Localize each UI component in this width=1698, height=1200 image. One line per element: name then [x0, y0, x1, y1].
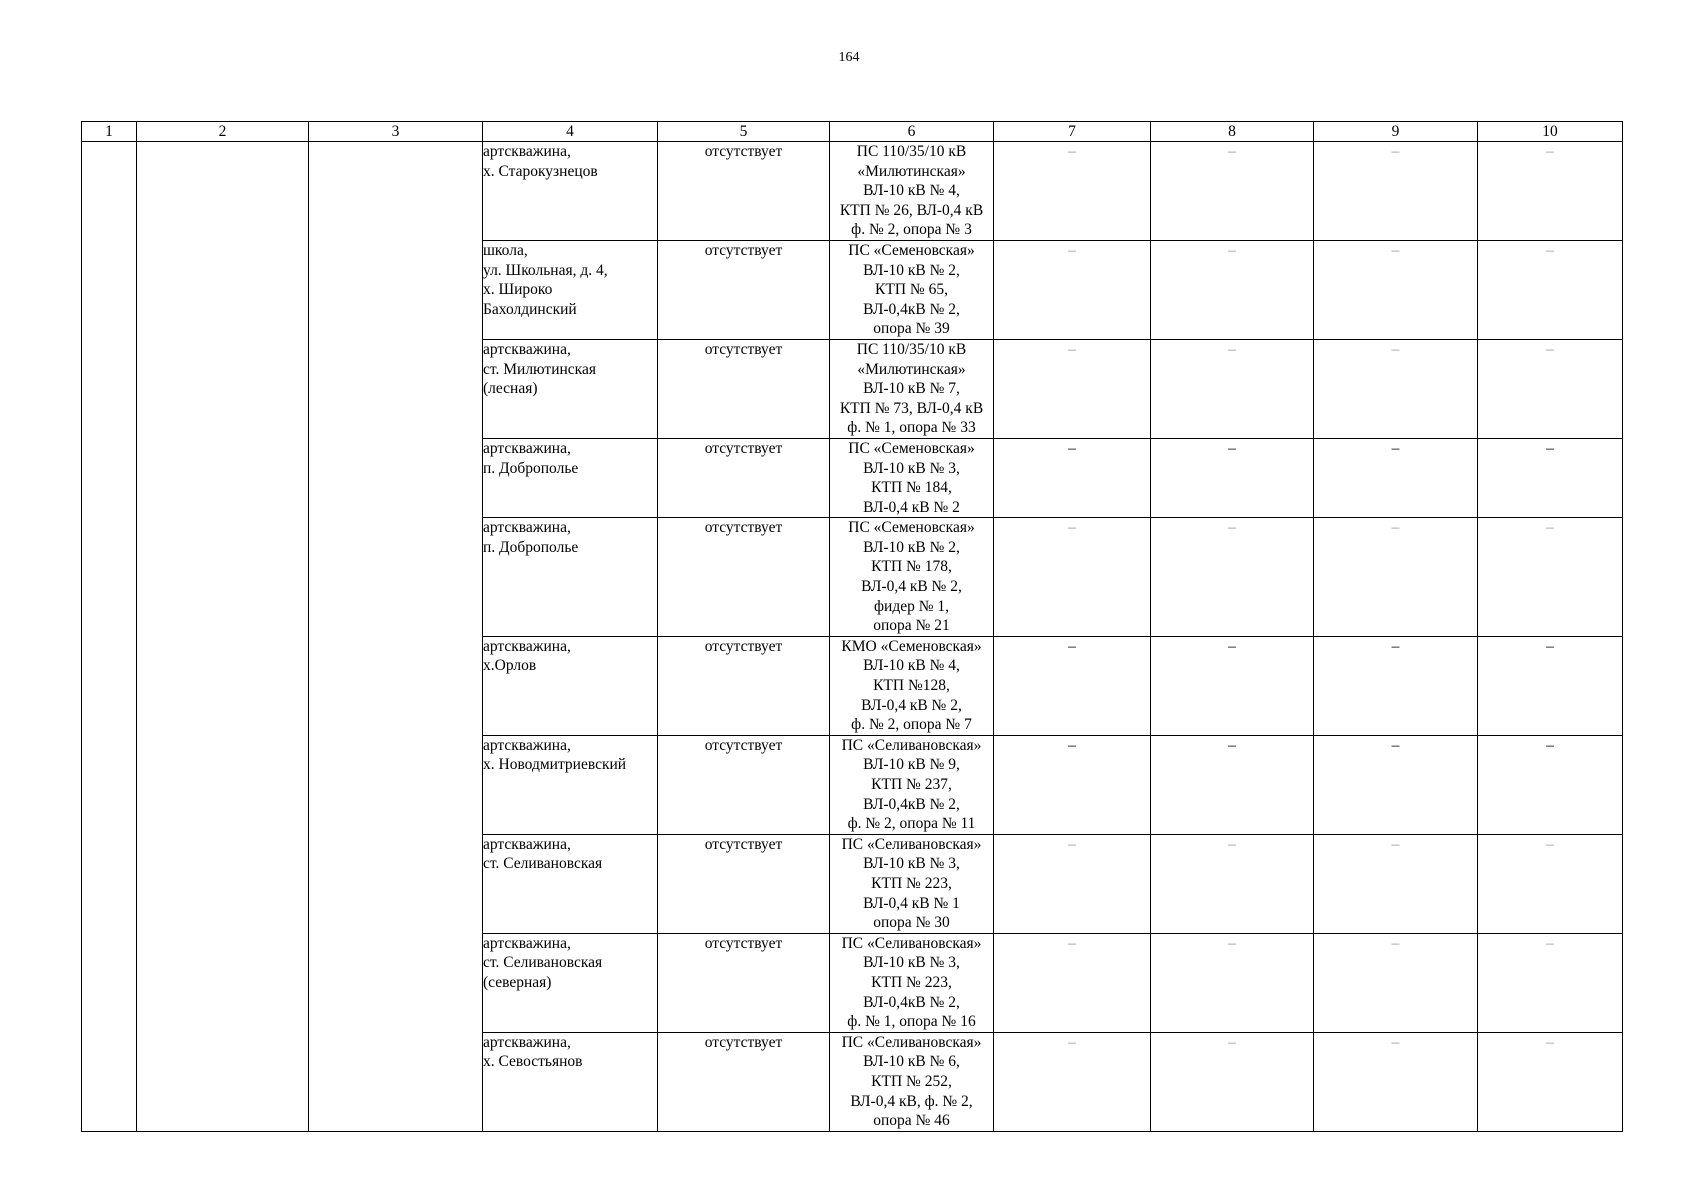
- value-cell-col-7: –: [994, 834, 1151, 933]
- power-supply-line: ВЛ-10 кВ № 9,: [863, 756, 960, 774]
- object-line: артскважина,: [483, 1033, 571, 1051]
- power-supply-line: ВЛ-0,4 кВ № 2,: [861, 578, 962, 596]
- column-header: 7: [994, 122, 1151, 142]
- power-supply-line: КТП №128,: [873, 677, 950, 695]
- status-cell: отсутствует: [658, 636, 830, 735]
- object-line: х. Новодмитриевский: [483, 756, 627, 774]
- header-row: [82, 122, 1623, 142]
- power-supply-line: КТП № 65,: [875, 281, 948, 299]
- object-line: (лесная): [483, 380, 538, 398]
- column-header: 5: [658, 122, 830, 142]
- object-line: артскважина,: [483, 519, 571, 537]
- value-cell-col-9: –: [1314, 142, 1478, 241]
- power-supply-line: ПС 110/35/10 кВ: [856, 340, 967, 358]
- value-cell-col-10: –: [1478, 834, 1623, 933]
- power-supply-line: ВЛ-0,4 кВ № 1: [863, 894, 960, 912]
- value-cell-col-9: –: [1314, 339, 1478, 438]
- object-line: х. Широко: [483, 281, 553, 299]
- value-cell-col-8: –: [1151, 735, 1314, 834]
- power-supply-line: ВЛ-10 кВ № 3,: [863, 855, 960, 873]
- power-supply-line: ф. № 1, опора № 33: [847, 419, 976, 437]
- value-cell-col-9: –: [1314, 240, 1478, 339]
- power-supply-line: КТП № 223,: [871, 973, 952, 991]
- power-supply-line: опора № 30: [873, 914, 950, 932]
- power-supply-cell: [830, 933, 994, 1032]
- object-line: п. Доброполье: [483, 459, 579, 477]
- power-supply-line: опора № 21: [873, 617, 950, 635]
- page-number: 164: [838, 50, 860, 65]
- object-line: артскважина,: [483, 439, 571, 457]
- power-supply-cell: [830, 518, 994, 637]
- value-cell-col-10: –: [1478, 240, 1623, 339]
- power-supply-line: ПС «Семеновская»: [848, 439, 975, 457]
- table-body: [82, 142, 1623, 1132]
- object-cell: [483, 142, 658, 241]
- value-cell-col-7: –: [994, 240, 1151, 339]
- power-supply-line: КТП № 223,: [871, 874, 952, 892]
- object-cell: [483, 438, 658, 517]
- table-row: [82, 142, 1623, 241]
- object-cell: [483, 518, 658, 637]
- power-supply-line: ВЛ-10 кВ № 3,: [863, 459, 960, 477]
- power-supply-line: КТП № 73, ВЛ-0,4 кВ: [839, 399, 984, 417]
- value-cell-col-10: –: [1478, 438, 1623, 517]
- value-cell-col-8: –: [1151, 142, 1314, 241]
- power-supply-line: ВЛ-10 кВ № 2,: [863, 261, 960, 279]
- value-cell-col-8: –: [1151, 1032, 1314, 1131]
- power-supply-line: ВЛ-10 кВ № 7,: [863, 380, 960, 398]
- value-cell-col-7: –: [994, 518, 1151, 637]
- power-supply-line: КТП № 178,: [871, 558, 952, 576]
- status-cell: отсутствует: [658, 933, 830, 1032]
- object-cell: [483, 1032, 658, 1131]
- column-header: 10: [1478, 122, 1623, 142]
- value-cell-col-8: –: [1151, 240, 1314, 339]
- value-cell-col-7: –: [994, 438, 1151, 517]
- power-supply-cell: [830, 735, 994, 834]
- power-supply-line: ВЛ-0,4кВ № 2,: [863, 300, 960, 318]
- value-cell-col-9: –: [1314, 1032, 1478, 1131]
- object-cell: [483, 735, 658, 834]
- value-cell-col-7: –: [994, 735, 1151, 834]
- power-supply-cell: [830, 240, 994, 339]
- merged-empty-cell-col-2: [137, 142, 309, 1132]
- status-cell: отсутствует: [658, 339, 830, 438]
- value-cell-col-10: –: [1478, 518, 1623, 637]
- power-supply-line: ПС «Семеновская»: [848, 519, 975, 537]
- object-line: школа,: [483, 241, 528, 259]
- power-supply-line: ВЛ-0,4 кВ, ф. № 2,: [850, 1092, 973, 1110]
- power-supply-line: ВЛ-0,4 кВ № 2,: [861, 696, 962, 714]
- power-supply-line: ПС «Селивановская»: [841, 1033, 982, 1051]
- value-cell-col-9: –: [1314, 735, 1478, 834]
- column-header: 1: [82, 122, 137, 142]
- power-supply-line: КТП № 237,: [871, 776, 952, 793]
- status-cell: отсутствует: [658, 518, 830, 637]
- power-supply-cell: [830, 1032, 994, 1131]
- column-header: 3: [309, 122, 483, 142]
- power-supply-line: ПС 110/35/10 кВ: [856, 143, 967, 160]
- object-cell: [483, 339, 658, 438]
- column-header: 9: [1314, 122, 1478, 142]
- object-line: артскважина,: [483, 934, 571, 952]
- object-line: п. Доброполье: [483, 538, 579, 556]
- value-cell-col-10: –: [1478, 339, 1623, 438]
- power-supply-cell: [830, 438, 994, 517]
- value-cell-col-7: –: [994, 339, 1151, 438]
- value-cell-col-9: –: [1314, 438, 1478, 517]
- power-supply-cell: [830, 834, 994, 933]
- object-cell: [483, 636, 658, 735]
- object-line: Бахолдинский: [483, 300, 577, 318]
- object-line: ул. Школьная, д. 4,: [483, 261, 608, 279]
- merged-empty-cell-col-1: [82, 142, 137, 1132]
- value-cell-col-9: –: [1314, 933, 1478, 1032]
- object-cell: [483, 834, 658, 933]
- value-cell-col-8: –: [1151, 933, 1314, 1032]
- status-cell: отсутствует: [658, 735, 830, 834]
- power-supply-line: ф. № 2, опора № 7: [851, 716, 972, 734]
- infrastructure-table: [81, 121, 1623, 1132]
- power-supply-cell: [830, 636, 994, 735]
- object-line: ст. Селивановская: [483, 954, 603, 972]
- merged-empty-cell-col-3: [309, 142, 483, 1132]
- column-header: 4: [483, 122, 658, 142]
- column-header: 8: [1151, 122, 1314, 142]
- column-header: 2: [137, 122, 309, 142]
- status-cell: отсутствует: [658, 1032, 830, 1131]
- power-supply-line: ПС «Селивановская»: [841, 934, 982, 952]
- value-cell-col-9: –: [1314, 518, 1478, 637]
- object-line: ст. Селивановская: [483, 855, 603, 873]
- power-supply-line: ВЛ-10 кВ № 4,: [863, 182, 960, 200]
- power-supply-cell: [830, 142, 994, 241]
- value-cell-col-10: –: [1478, 735, 1623, 834]
- value-cell-col-8: –: [1151, 438, 1314, 517]
- object-line: х. Севостьянов: [483, 1053, 583, 1071]
- value-cell-col-10: –: [1478, 1032, 1623, 1131]
- power-supply-line: ВЛ-0,4кВ № 2,: [863, 993, 960, 1011]
- power-supply-line: КТП № 26, ВЛ-0,4 кВ: [839, 201, 984, 219]
- object-cell: [483, 240, 658, 339]
- power-supply-cell: [830, 339, 994, 438]
- power-supply-line: «Милютинская»: [857, 360, 966, 378]
- value-cell-col-10: –: [1478, 636, 1623, 735]
- status-cell: отсутствует: [658, 438, 830, 517]
- power-supply-line: ВЛ-10 кВ № 3,: [863, 954, 960, 972]
- power-supply-line: ВЛ-0,4 кВ № 2: [863, 498, 960, 516]
- object-line: артскважина,: [483, 835, 571, 853]
- power-supply-line: опора № 46: [873, 1112, 950, 1130]
- object-line: артскважина,: [483, 736, 571, 754]
- value-cell-col-8: –: [1151, 834, 1314, 933]
- value-cell-col-7: –: [994, 636, 1151, 735]
- power-supply-line: КМО «Семеновская»: [841, 637, 982, 655]
- power-supply-line: опора № 39: [873, 320, 950, 338]
- column-header: 6: [830, 122, 994, 142]
- power-supply-line: ВЛ-10 кВ № 4,: [863, 657, 960, 675]
- value-cell-col-8: –: [1151, 518, 1314, 637]
- status-cell: отсутствует: [658, 240, 830, 339]
- object-line: артскважина,: [483, 637, 571, 655]
- status-cell: отсутствует: [658, 142, 830, 241]
- power-supply-line: ПС «Селивановская»: [841, 736, 982, 754]
- value-cell-col-8: –: [1151, 636, 1314, 735]
- power-supply-line: ф. № 1, опора № 16: [847, 1013, 976, 1031]
- value-cell-col-7: –: [994, 142, 1151, 241]
- status-cell: отсутствует: [658, 834, 830, 933]
- value-cell-col-8: –: [1151, 339, 1314, 438]
- power-supply-line: КТП № 252,: [871, 1072, 952, 1090]
- power-supply-line: ПС «Семеновская»: [848, 241, 975, 259]
- power-supply-line: ВЛ-0,4кВ № 2,: [863, 795, 960, 813]
- power-supply-line: «Милютинская»: [857, 162, 966, 180]
- object-line: артскважина,: [483, 143, 571, 160]
- value-cell-col-9: –: [1314, 834, 1478, 933]
- power-supply-line: ВЛ-10 кВ № 6,: [863, 1053, 960, 1071]
- value-cell-col-10: –: [1478, 142, 1623, 241]
- power-supply-line: ВЛ-10 кВ № 2,: [863, 538, 960, 556]
- object-line: х. Старокузнецов: [483, 162, 598, 180]
- power-supply-line: ПС «Селивановская»: [841, 835, 982, 853]
- value-cell-col-7: –: [994, 1032, 1151, 1131]
- object-line: (северная): [483, 973, 552, 991]
- object-line: артскважина,: [483, 340, 571, 358]
- power-supply-line: КТП № 184,: [871, 479, 952, 497]
- value-cell-col-7: –: [994, 933, 1151, 1032]
- object-cell: [483, 933, 658, 1032]
- power-supply-line: ф. № 2, опора № 3: [851, 221, 972, 239]
- power-supply-line: фидер № 1,: [873, 597, 950, 615]
- object-line: ст. Милютинская: [483, 360, 596, 378]
- power-supply-line: ф. № 2, опора № 11: [847, 815, 976, 833]
- value-cell-col-10: –: [1478, 933, 1623, 1032]
- object-line: х.Орлов: [483, 657, 537, 675]
- value-cell-col-9: –: [1314, 636, 1478, 735]
